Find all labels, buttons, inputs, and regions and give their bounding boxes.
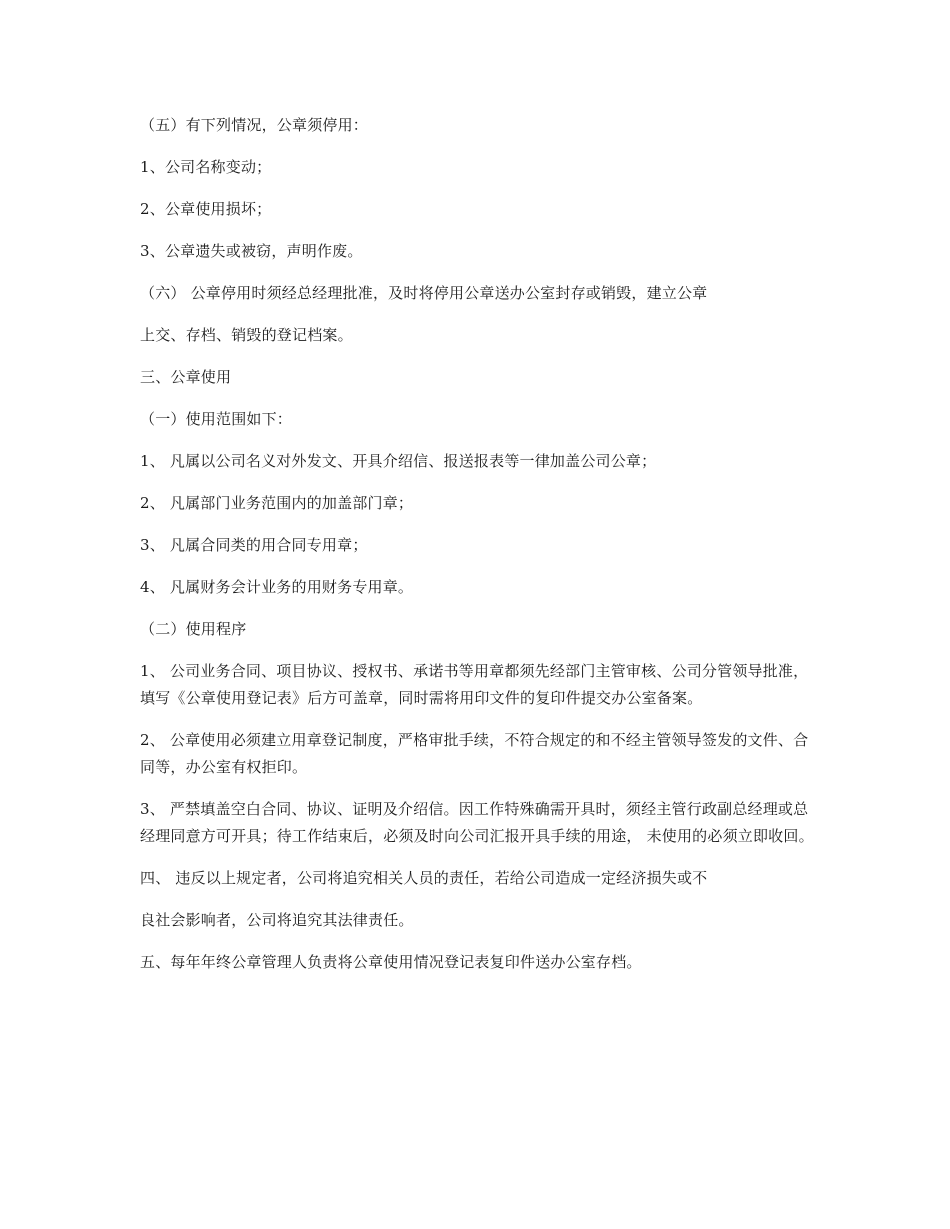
heading-violation: 四、 违反以上规定者，公司将追究相关人员的责任，若给公司造成一定经济损失或不: [140, 869, 708, 887]
paragraph-item: 1、 凡属以公司名义对外发文、开具介绍信、报送报表等一律加盖公司公章；: [140, 452, 657, 470]
paragraph-item: 2、 公章使用必须建立用章登记制度，严格审批手续，不符合规定的和不经主管领导签发的文件、合同等，办公室有权拒印。: [140, 731, 809, 776]
paragraph-item: 2、公章使用损坏；: [140, 200, 272, 218]
paragraph-item: 1、公司名称变动；: [140, 158, 272, 176]
paragraph-violation-cont: 良社会影响者，公司将追究其法律责任。: [140, 911, 414, 929]
paragraph-item: 2、 凡属部门业务范围内的加盖部门章；: [140, 494, 414, 512]
paragraph-item: 3、 严禁填盖空白合同、协议、证明及介绍信。因工作特殊确需开具时，须经主管行政副总经理或总经理同意方可开具；待工作结束后，必须及时向公司汇报开具手续的用途， 未使用的必须立即收回。: [140, 800, 814, 845]
heading-seal-usage: 三、公章使用: [140, 368, 232, 386]
heading-year-end: 五、每年年终公章管理人负责将公章使用情况登记表复印件送办公室存档。: [140, 953, 642, 971]
paragraph-procedure-title: （二）使用程序: [140, 620, 247, 638]
paragraph-section-5-title: （五）有下列情况，公章须停用：: [140, 116, 369, 134]
paragraph-item: 3、 凡属合同类的用合同专用章；: [140, 536, 368, 554]
document-body: [140, 112, 820, 991]
paragraph-item: 4、 凡属财务会计业务的用财务专用章。: [140, 578, 414, 596]
paragraph-item: 3、公章遗失或被窃，声明作废。: [140, 242, 363, 260]
paragraph-scope-title: （一）使用范围如下：: [140, 410, 293, 428]
paragraph-section-6-cont: 上交、存档、销毁的登记档案。: [140, 326, 353, 344]
paragraph-item: 1、 公司业务合同、项目协议、授权书、承诺书等用章都须先经部门主管审核、公司分管领导批准，填写《公章使用登记表》后方可盖章，同时需将用印文件的复印件提交办公室备案。: [140, 662, 809, 707]
paragraph-section-6: （六） 公章停用时须经总经理批准，及时将停用公章送办公室封存或销毁，建立公章: [140, 284, 708, 302]
